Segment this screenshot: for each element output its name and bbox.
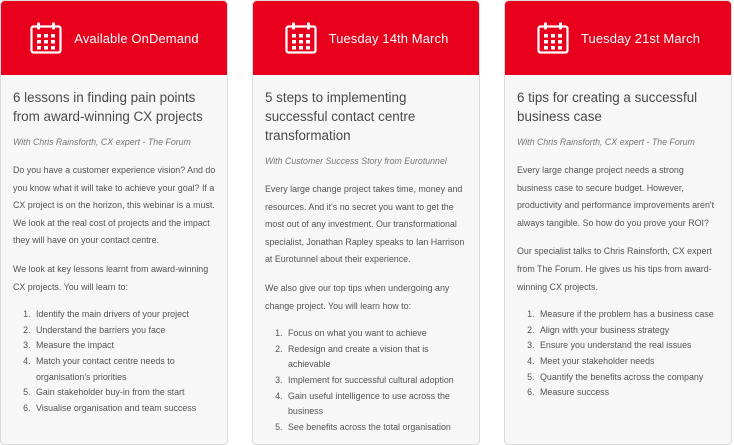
- list-item: 2. Redesign and create a vision that is achievable: [285, 342, 469, 373]
- learning-points-list: [13, 307, 217, 416]
- list-item: 1. Measure if the problem has a business case: [537, 307, 721, 323]
- webinar-date: Available OnDemand: [74, 30, 199, 46]
- webinar-description: We look at key lessons learnt from award-winning CX projects. You will learn to:: [13, 263, 209, 292]
- webinar-title[interactable]: 5 steps to implementing successful contact centre transformation: [265, 90, 416, 143]
- webinar-description: We also give our top tips when undergoing any change project. You will learn how to:: [265, 282, 450, 311]
- list-item: 3. Ensure you understand the real issues: [537, 338, 721, 354]
- list-item: 2. Understand the barriers you face: [33, 323, 217, 339]
- webinar-card-2: [252, 0, 480, 445]
- learning-points-list: [517, 307, 721, 401]
- webinar-card-3: [504, 0, 732, 445]
- list-item: 6. Visualise organisation and team success: [33, 401, 217, 417]
- webinar-description: Every large change project needs a strong business case to secure budget. However, productivity and performance improvements aren't always tangible. So how do you prove your ROI?: [517, 165, 715, 228]
- webinar-byline: With Chris Rainsforth, CX expert - The Forum: [13, 137, 191, 147]
- list-item: 1. Focus on what you want to achieve: [285, 326, 469, 342]
- card-header: [253, 1, 479, 75]
- webinar-byline: With Customer Success Story from Eurotunnel: [265, 156, 447, 166]
- webinar-byline: With Chris Rainsforth, CX expert - The Forum: [517, 137, 695, 147]
- card-body: [253, 75, 479, 435]
- card-body: [1, 75, 227, 416]
- list-item: 6. Measure success: [537, 385, 721, 401]
- webinar-description: Every large change project takes time, money and resources. And it's no secret you want to get the most out of any investment. Our transformational specialist, Jonathan Rapley speaks to Ian Harrison at Eurotunnel about their experience.: [265, 184, 465, 265]
- calendar-icon: [536, 21, 570, 55]
- card-body: [505, 75, 731, 401]
- webinar-title[interactable]: 6 tips for creating a successful business case: [517, 90, 698, 124]
- list-item: 5. Quantify the benefits across the company: [537, 370, 721, 386]
- webinar-card-1: [0, 0, 228, 445]
- webinar-description: Do you have a customer experience vision? And do you know what it will take to achieve your goal? If a CX project is on the horizon, this webinar is a must. We look at the real cost of projects and the impact they will have on your contact centre.: [13, 165, 216, 246]
- webinar-title[interactable]: 6 lessons in finding pain points from award-winning CX projects: [13, 90, 203, 124]
- webinar-description: Our specialist talks to Chris Rainsforth, CX expert from The Forum. He gives us his tips from award-winning CX projects.: [517, 246, 712, 292]
- card-header: [505, 1, 731, 75]
- list-item: 5. See benefits across the total organisation: [285, 420, 469, 436]
- learning-points-list: [265, 326, 469, 435]
- webinar-date: Tuesday 21st March: [580, 30, 701, 46]
- calendar-icon: [284, 21, 318, 55]
- list-item: 2. Align with your business strategy: [537, 323, 721, 339]
- list-item: 3. Implement for successful cultural adoption: [285, 373, 469, 389]
- list-item: 4. Gain useful intelligence to use across the business: [285, 389, 469, 420]
- list-item: 1. Identify the main drivers of your project: [33, 307, 217, 323]
- list-item: 4. Match your contact centre needs to organisation's priorities: [33, 354, 217, 385]
- list-item: 4. Meet your stakeholder needs: [537, 354, 721, 370]
- card-header: [1, 1, 227, 75]
- webinar-date: Tuesday 14th March: [328, 30, 449, 46]
- list-item: 5. Gain stakeholder buy-in from the start: [33, 385, 217, 401]
- list-item: 3. Measure the impact: [33, 338, 217, 354]
- calendar-icon: [29, 21, 63, 55]
